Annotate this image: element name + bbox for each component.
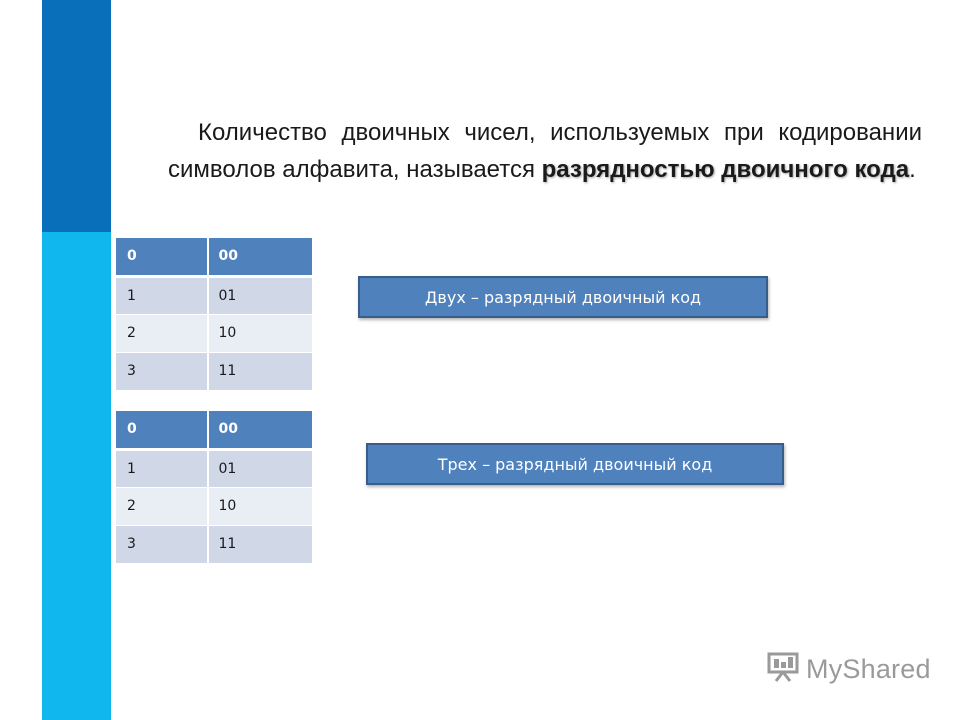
table-cell-code: 00 bbox=[208, 238, 314, 276]
definition-end: . bbox=[909, 156, 916, 183]
table-cell-symbol: 2 bbox=[116, 487, 208, 525]
table-cell-symbol: 0 bbox=[116, 238, 208, 276]
table-cell-code: 11 bbox=[208, 525, 314, 563]
table-row bbox=[116, 449, 313, 487]
table-row bbox=[116, 238, 313, 276]
definition-paragraph bbox=[168, 114, 922, 188]
decor-bar-dark bbox=[42, 0, 111, 232]
decor-bar-light bbox=[42, 232, 111, 720]
table-cell-code: 01 bbox=[208, 276, 314, 314]
table-row bbox=[116, 411, 313, 449]
definition-term: разрядностью двоичного кода bbox=[541, 156, 910, 183]
table-cell-code: 00 bbox=[208, 411, 314, 449]
table-row bbox=[116, 276, 313, 314]
presentation-board-icon bbox=[766, 652, 800, 687]
table-row bbox=[116, 314, 313, 352]
table-cell-code: 11 bbox=[208, 352, 314, 390]
code-table-2 bbox=[116, 411, 314, 564]
two-bit-code-label: Двух – разрядный двоичный код bbox=[358, 276, 768, 318]
table-cell-symbol: 3 bbox=[116, 525, 208, 563]
three-bit-code-label: Трех – разрядный двоичный код bbox=[366, 443, 784, 485]
table-row bbox=[116, 352, 313, 390]
table-row bbox=[116, 487, 313, 525]
table-cell-symbol: 0 bbox=[116, 411, 208, 449]
table-cell-symbol: 2 bbox=[116, 314, 208, 352]
table-cell-symbol: 3 bbox=[116, 352, 208, 390]
table-cell-symbol: 1 bbox=[116, 449, 208, 487]
table-cell-symbol: 1 bbox=[116, 276, 208, 314]
logo-text: MyShared bbox=[806, 654, 931, 684]
table-cell-code: 10 bbox=[208, 314, 314, 352]
code-table-1 bbox=[116, 238, 314, 391]
myshared-logo bbox=[766, 652, 931, 687]
table-cell-code: 01 bbox=[208, 449, 314, 487]
table-cell-code: 10 bbox=[208, 487, 314, 525]
table-row bbox=[116, 525, 313, 563]
definition-lead: Количество двоичных чисел, используемых при кодировании символов алфавита, называется bbox=[168, 119, 922, 183]
